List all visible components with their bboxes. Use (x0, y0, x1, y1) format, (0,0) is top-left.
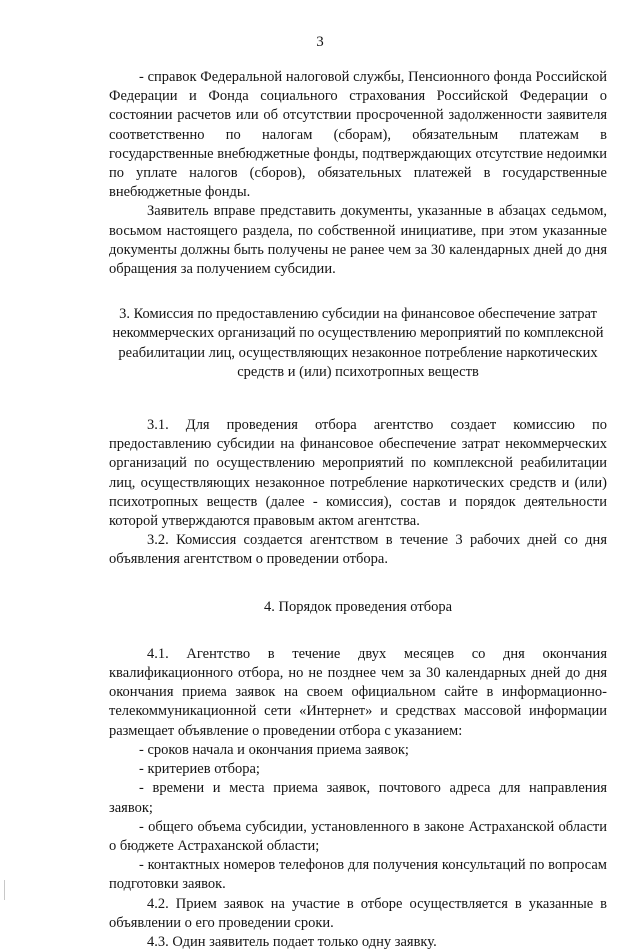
section-4-heading: 4. Порядок проведения отбора (263, 598, 453, 615)
section-3-heading: 3. Комиссия по предоставлению субсидии на финансовое обеспечение затрат некоммерческих организаций по осуществлению мероприятий по комплексной реабилитации лиц, осуществляющих незаконное потребление наркотических средств и (или) психотропных веществ (112, 306, 604, 380)
paragraph-3-2: 3.2. Комиссия создается агентством в течение 3 рабочих дней со дня объявления агентством о проведении отбора. (109, 532, 607, 568)
paragraph-applicant-right: Заявитель вправе представить документы, указанные в абзацах седьмом, восьмом настоящего раздела, по собственной инициативе, при этом указанные документы должны быть получены не ранее чем за 30 календарных дней до дня обращения за получением субсидии. (109, 203, 607, 278)
paragraph-4-3: 4.3. Один заявитель подает только одну заявку. (147, 933, 437, 950)
list-item: - критериев отбора; (139, 761, 260, 778)
paragraph-4-2: 4.2. Прием заявок на участие в отборе осуществляется в указанные в объявлении о его проведении сроки. (109, 895, 607, 931)
list-item: - времени и места приема заявок, почтового адреса для направления заявок; (109, 780, 607, 816)
page-number: 3 (316, 34, 324, 50)
paragraph-3-1: 3.1. Для проведения отбора агентство создает комиссию по предоставлению субсидии на финансовое обеспечение затрат некоммерческих организаций по осуществлению мероприятий по комплексной реабилитации лиц, осуществляющих незаконное потребление наркотических средств и (или) психотропных веществ (далее - комиссия), состав и порядок деятельности которой утверждаются правовым актом агентства. (109, 417, 607, 530)
list-item: - сроков начала и окончания приема заявок; (139, 741, 409, 758)
scan-edge-mark (4, 880, 5, 900)
paragraph-4-1: 4.1. Агентство в течение двух месяцев со дня окончания квалификационного отбора, но не позднее чем за 30 календарных дней до дня окончания приема заявок на своем официальном сайте в информационно-телекоммуникационной сети «Интернет» и средствах массовой информации размещает объявление о проведении отбора с указанием: (109, 645, 607, 739)
paragraph-certificates: - справок Федеральной налоговой службы, Пенсионного фонда Российской Федерации и Фонда социального страхования Российской Федерации о состоянии расчетов или об отсутствии просроченной задолженности заявителя соответственно по налогам (сборам), обязательным платежам в государственные внебюджетные фонды, подтверждающих отсутствие недоимки по уплате налогов (сборов), обязательных платежей в государственные внебюджетные фонды. (109, 69, 607, 201)
list-item: - общего объема субсидии, установленного в законе Астраханской области о бюджете Астраханской области; (109, 818, 607, 854)
list-item: - контактных номеров телефонов для получения консультаций по вопросам подготовки заявок. (109, 857, 607, 893)
document-body (109, 68, 607, 952)
